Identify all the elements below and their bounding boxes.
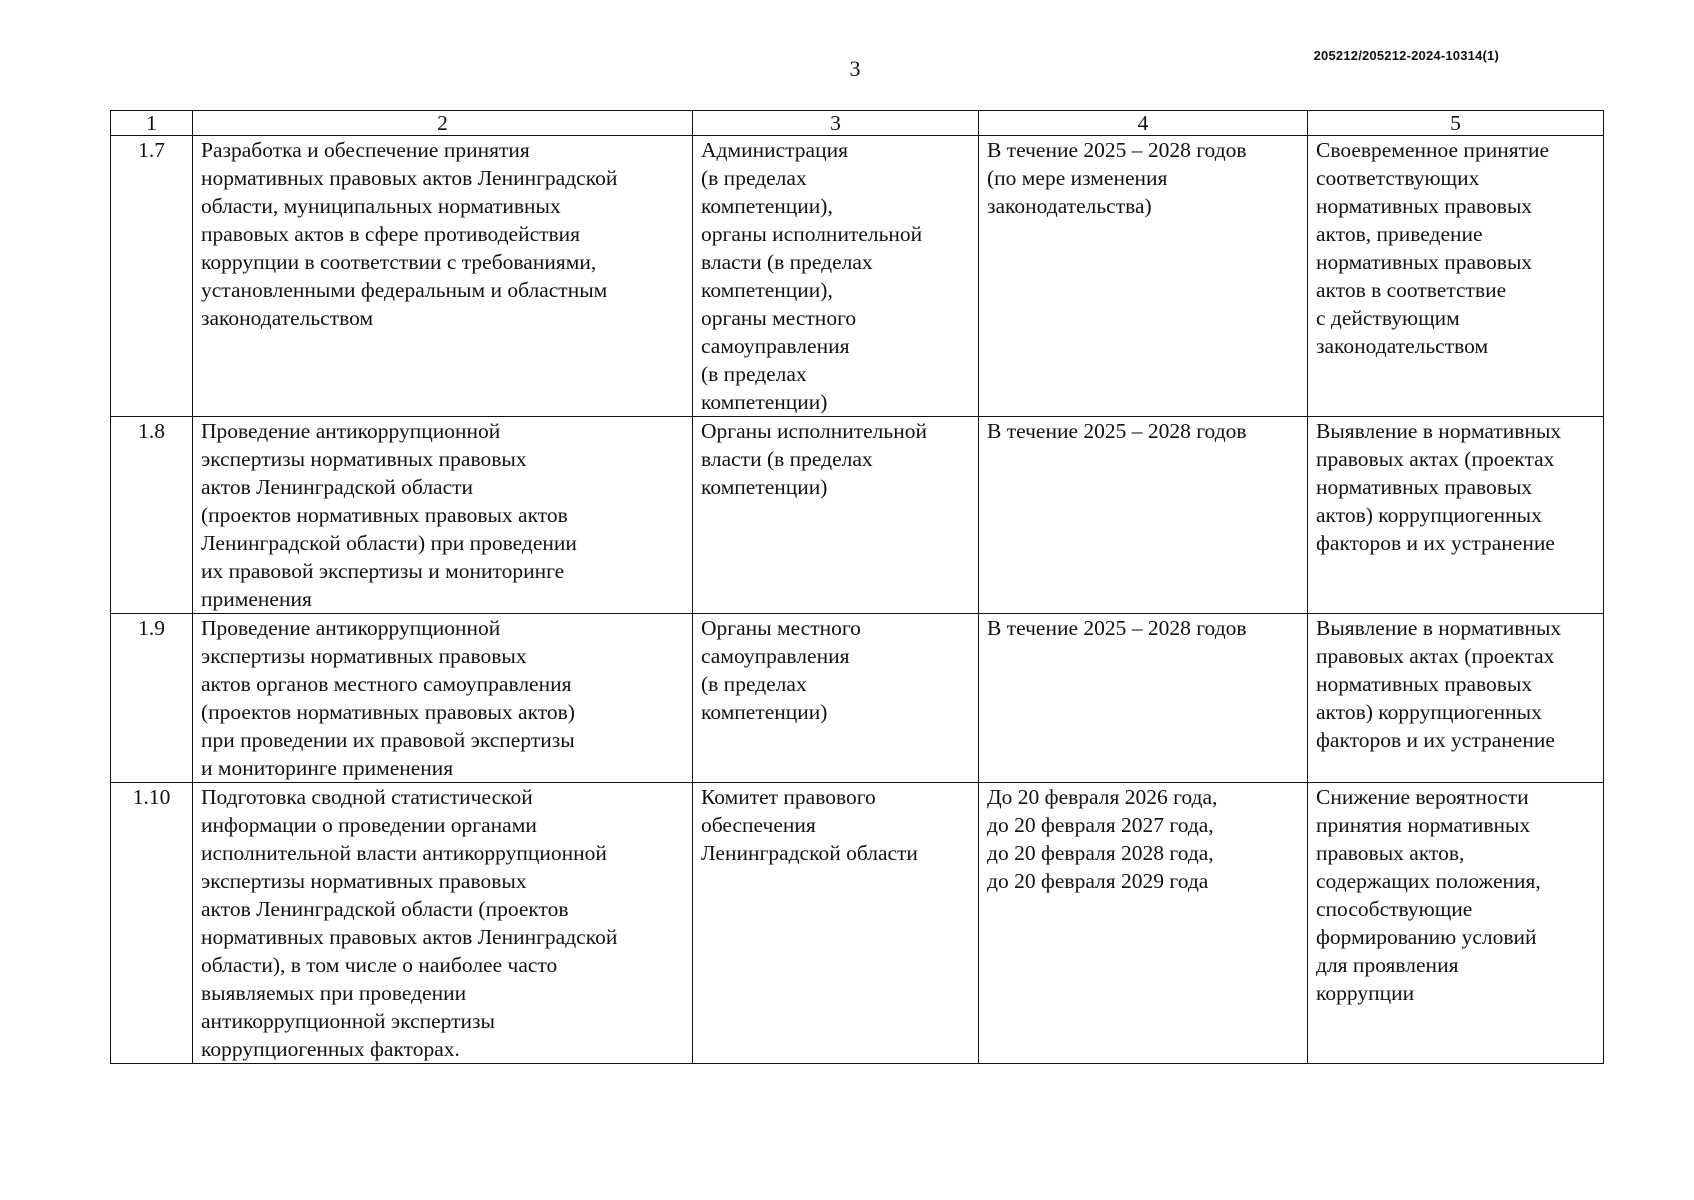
executor-cell bbox=[693, 417, 979, 614]
cell-text-line: коррупциогенных факторах. bbox=[201, 1037, 460, 1061]
row-number-cell: 1.7 bbox=[111, 136, 193, 417]
cell-text-line: Ленинградской области bbox=[701, 841, 918, 865]
cell-text-line: Своевременное принятие bbox=[1316, 138, 1550, 162]
cell-text-line: Органы местного bbox=[701, 616, 861, 640]
cell-text-line: В течение 2025 – 2028 годов bbox=[987, 616, 1247, 640]
table-body bbox=[111, 136, 1604, 1064]
term-cell bbox=[979, 417, 1308, 614]
cell-text-line: факторов и их устранение bbox=[1316, 728, 1555, 752]
cell-text-line: органы исполнительной bbox=[701, 222, 923, 246]
table-row bbox=[111, 783, 1604, 1064]
cell-text-line: применения bbox=[201, 587, 312, 611]
cell-text-line: установленными федеральным и областным bbox=[201, 278, 608, 302]
cell-text-line: выявляемых при проведении bbox=[201, 981, 467, 1005]
document-id: 205212/205212-2024-10314(1) bbox=[1313, 48, 1499, 63]
cell-text-line: Ленинградской области) при проведении bbox=[201, 531, 577, 555]
cell-text-line: Подготовка сводной статистической bbox=[201, 785, 533, 809]
cell-text-line: Администрация bbox=[701, 138, 848, 162]
cell-text-line: Органы исполнительной bbox=[701, 419, 927, 443]
column-header-number: 1 bbox=[111, 111, 193, 136]
cell-text-line: актов в соответствие bbox=[1316, 278, 1507, 302]
cell-text-line: власти (в пределах bbox=[701, 447, 873, 471]
result-cell bbox=[1308, 417, 1604, 614]
term-cell bbox=[979, 783, 1308, 1064]
cell-text-line: факторов и их устранение bbox=[1316, 531, 1555, 555]
cell-text-line: актов) коррупциогенных bbox=[1316, 700, 1542, 724]
cell-text-line: обеспечения bbox=[701, 813, 816, 837]
executor-cell bbox=[693, 783, 979, 1064]
table-row bbox=[111, 136, 1604, 417]
cell-text-line: при проведении их правовой экспертизы bbox=[201, 728, 575, 752]
table-row bbox=[111, 417, 1604, 614]
cell-text-line: принятия нормативных bbox=[1316, 813, 1531, 837]
cell-text-line: экспертизы нормативных правовых bbox=[201, 869, 527, 893]
cell-text-line: До 20 февраля 2026 года, bbox=[987, 785, 1218, 809]
cell-text-line: коррупции в соответствии с требованиями, bbox=[201, 250, 597, 274]
cell-text-line: Снижение вероятности bbox=[1316, 785, 1529, 809]
cell-text-line: самоуправления bbox=[701, 644, 850, 668]
table-row bbox=[111, 614, 1604, 783]
cell-text-line: В течение 2025 – 2028 годов bbox=[987, 419, 1247, 443]
cell-text-line: компетенции), bbox=[701, 278, 833, 302]
cell-text-line: (проектов нормативных правовых актов) bbox=[201, 700, 575, 724]
cell-text-line: законодательством bbox=[201, 306, 374, 330]
cell-text-line: экспертизы нормативных правовых bbox=[201, 644, 527, 668]
cell-text-line: нормативных правовых bbox=[1316, 475, 1533, 499]
cell-text-line: нормативных правовых актов Ленинградской bbox=[201, 925, 618, 949]
cell-text-line: самоуправления bbox=[701, 334, 850, 358]
cell-text-line: актов Ленинградской области (проектов bbox=[201, 897, 569, 921]
cell-text-line: экспертизы нормативных правовых bbox=[201, 447, 527, 471]
cell-text-line: законодательства) bbox=[987, 194, 1152, 218]
cell-text-line: В течение 2025 – 2028 годов bbox=[987, 138, 1247, 162]
action-cell bbox=[193, 417, 693, 614]
cell-text-line: органы местного bbox=[701, 306, 857, 330]
result-cell bbox=[1308, 136, 1604, 417]
cell-text-line: (по мере изменения bbox=[987, 166, 1168, 190]
column-header-action: 2 bbox=[193, 111, 693, 136]
row-number-cell: 1.10 bbox=[111, 783, 193, 1064]
column-header-executor: 3 bbox=[693, 111, 979, 136]
cell-text-line: актов) коррупциогенных bbox=[1316, 503, 1542, 527]
cell-text-line: нормативных правовых bbox=[1316, 672, 1533, 696]
cell-text-line: нормативных правовых bbox=[1316, 194, 1533, 218]
cell-text-line: компетенции) bbox=[701, 475, 828, 499]
cell-text-line: (в пределах bbox=[701, 166, 807, 190]
cell-text-line: коррупции bbox=[1316, 981, 1415, 1005]
action-cell bbox=[193, 136, 693, 417]
cell-text-line: власти (в пределах bbox=[701, 250, 873, 274]
cell-text-line: (проектов нормативных правовых актов bbox=[201, 503, 568, 527]
cell-text-line: содержащих положения, bbox=[1316, 869, 1541, 893]
row-number-cell: 1.9 bbox=[111, 614, 193, 783]
row-number-cell: 1.8 bbox=[111, 417, 193, 614]
cell-text-line: Комитет правового bbox=[701, 785, 876, 809]
cell-text-line: компетенции) bbox=[701, 700, 828, 724]
cell-text-line: компетенции), bbox=[701, 194, 833, 218]
cell-text-line: их правовой экспертизы и мониторинге bbox=[201, 559, 565, 583]
cell-text-line: для проявления bbox=[1316, 953, 1459, 977]
cell-text-line: нормативных правовых актов Ленинградской bbox=[201, 166, 618, 190]
page-number: 3 bbox=[849, 56, 861, 81]
cell-text-line: информации о проведении органами bbox=[201, 813, 537, 837]
term-cell bbox=[979, 614, 1308, 783]
action-cell bbox=[193, 614, 693, 783]
cell-text-line: правовых актов в сфере противодействия bbox=[201, 222, 581, 246]
cell-text-line: до 20 февраля 2027 года, bbox=[987, 813, 1214, 837]
cell-text-line: антикоррупционной экспертизы bbox=[201, 1009, 495, 1033]
cell-text-line: актов органов местного самоуправления bbox=[201, 672, 572, 696]
cell-text-line: соответствующих bbox=[1316, 166, 1480, 190]
cell-text-line: актов, приведение bbox=[1316, 222, 1483, 246]
cell-text-line: формированию условий bbox=[1316, 925, 1537, 949]
cell-text-line: области, муниципальных нормативных bbox=[201, 194, 561, 218]
cell-text-line: законодательством bbox=[1316, 334, 1489, 358]
cell-text-line: Проведение антикоррупционной bbox=[201, 616, 501, 640]
cell-text-line: (в пределах bbox=[701, 672, 807, 696]
cell-text-line: до 20 февраля 2028 года, bbox=[987, 841, 1214, 865]
cell-text-line: нормативных правовых bbox=[1316, 250, 1533, 274]
cell-text-line: (в пределах bbox=[701, 362, 807, 386]
cell-text-line: правовых актах (проектах bbox=[1316, 644, 1555, 668]
column-header-term: 4 bbox=[979, 111, 1308, 136]
cell-text-line: Разработка и обеспечение принятия bbox=[201, 138, 530, 162]
cell-text-line: способствующие bbox=[1316, 897, 1473, 921]
cell-text-line: компетенции) bbox=[701, 390, 828, 414]
cell-text-line: Выявление в нормативных bbox=[1316, 616, 1562, 640]
result-cell bbox=[1308, 614, 1604, 783]
executor-cell bbox=[693, 614, 979, 783]
cell-text-line: области), в том числе о наиболее часто bbox=[201, 953, 558, 977]
cell-text-line: актов Ленинградской области bbox=[201, 475, 474, 499]
executor-cell bbox=[693, 136, 979, 417]
cell-text-line: до 20 февраля 2029 года bbox=[987, 869, 1209, 893]
cell-text-line: правовых актов, bbox=[1316, 841, 1465, 865]
cell-text-line: правовых актах (проектах bbox=[1316, 447, 1555, 471]
cell-text-line: Проведение антикоррупционной bbox=[201, 419, 501, 443]
cell-text-line: и мониторинге применения bbox=[201, 756, 454, 780]
cell-text-line: с действующим bbox=[1316, 306, 1460, 330]
cell-text-line: Выявление в нормативных bbox=[1316, 419, 1562, 443]
column-header-result: 5 bbox=[1308, 111, 1604, 136]
table-header-row bbox=[111, 111, 1604, 136]
cell-text-line: исполнительной власти антикоррупционной bbox=[201, 841, 607, 865]
term-cell bbox=[979, 136, 1308, 417]
measures-table bbox=[110, 110, 1604, 1064]
result-cell bbox=[1308, 783, 1604, 1064]
action-cell bbox=[193, 783, 693, 1064]
